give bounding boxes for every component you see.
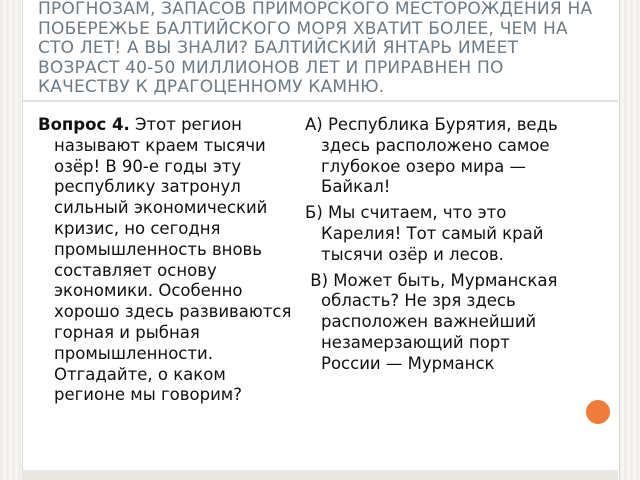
question-paragraph bbox=[38, 115, 292, 406]
answer-b[interactable]: Б) Мы считаем, что это Карелия! Тот самый край тысячи озёр и лесов. bbox=[305, 203, 544, 264]
slide-title: ПРОГНОЗАМ, ЗАПАСОВ ПРИМОРСКОГО МЕСТОРОЖДЕНИЯ НА ПОБЕРЕЖЬЕ БАЛТИЙСКОГО МОРЯ ХВАТИТ БОЛЕЕ, ЧЕМ НА СТО ЛЕТ! А ВЫ ЗНАЛИ? БАЛТИЙСКИЙ ЯНТАРЬ ИМЕЕТ ВОЗРАСТ 40-50 МИЛЛИОНОВ ЛЕТ И ПРИРАВНЕН ПО КАЧЕСТВУ К ДРАГОЦЕННОМУ КАМНЮ. bbox=[38, 0, 593, 97]
question-label: Вопрос 4. bbox=[38, 115, 130, 134]
question-text: Этот регион называют краем тысячи озёр! В 90-е годы эту республику затронул сильный экономический кризис, но сегодня промышленность вновь составляет основу экономики. Особенно хорошо здесь развиваются горная и рыбная промышленности. Отгадайте, о каком регионе мы говорим? bbox=[54, 115, 292, 405]
title-divider bbox=[22, 100, 618, 102]
question-block bbox=[38, 115, 292, 411]
bottom-bar bbox=[22, 470, 618, 480]
answer-c[interactable]: В) Может быть, Мурманская область? Не зря здесь расположен важнейший незамерзающий порт России — Мурманск bbox=[305, 270, 563, 373]
answers-block bbox=[305, 115, 570, 380]
answer-a[interactable]: А) Республика Бурятия, ведь здесь расположено самое глубокое озеро мира — Байкал! bbox=[305, 115, 558, 197]
orange-circle-decoration bbox=[586, 400, 610, 424]
